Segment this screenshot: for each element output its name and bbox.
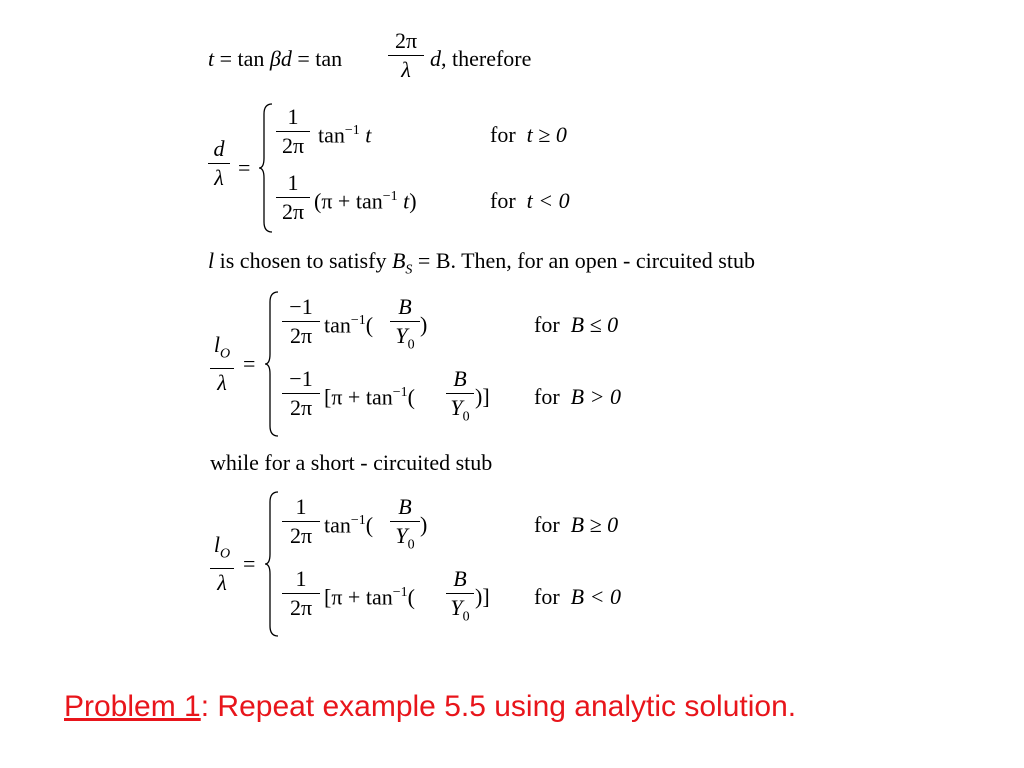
coef-fraction: −1 2π: [282, 366, 320, 421]
coef-fraction: 1 2π: [282, 494, 320, 549]
b-over-y0-fraction: B $Y_0$: [446, 566, 474, 630]
lhs-fraction: $l_O$ λ: [210, 532, 234, 596]
case-condition: for B ≤ 0: [534, 312, 619, 337]
fraction-2pi-lambda: 2π λ: [388, 28, 424, 83]
d-symbol: d: [430, 46, 441, 71]
b-over-y0-fraction: B $Y_0$: [390, 294, 420, 358]
coef-fraction: 1 2π: [276, 170, 310, 225]
coef-fraction: −1 2π: [282, 294, 320, 349]
therefore-text: , therefore: [441, 46, 532, 71]
case-expression: $\tan^{-1} t$: [318, 122, 372, 148]
b-over-y0-fraction: B $Y_0$: [446, 366, 474, 430]
text-line-short-stub: while for a short - circuited stub: [210, 450, 493, 475]
case-condition: for B > 0: [534, 384, 621, 409]
case-expression: [$\pi + \tan^{-1}$(: [324, 584, 415, 610]
problem-statement: [64, 690, 796, 724]
case-expression: $\tan^{-1}$(: [324, 312, 374, 338]
b-over-y0-fraction: B $Y_0$: [390, 494, 420, 558]
left-brace: [264, 290, 280, 438]
equals-sign: =: [243, 551, 256, 576]
case-expression: $\tan^{-1}$(: [324, 512, 374, 538]
eq-text: = tan: [214, 46, 270, 71]
lhs-fraction: $l_O$ λ: [210, 332, 234, 396]
case-expression: $(\pi + \tan^{-1} t)$: [314, 188, 417, 214]
problem-label: Problem 1: [64, 690, 201, 723]
t-symbol: t: [208, 46, 215, 71]
beta-d: βd: [269, 46, 292, 71]
lhs-fraction: d λ: [208, 136, 230, 191]
case-condition: for t < 0: [490, 188, 570, 213]
problem-text: : Repeat example 5.5 using analytic solution.: [200, 690, 797, 723]
equals-sign: =: [238, 155, 251, 180]
case-condition: for B < 0: [534, 584, 621, 609]
left-brace: [264, 490, 280, 638]
equals-sign: =: [243, 351, 256, 376]
case-expression: [$\pi + \tan^{-1}$(: [324, 384, 415, 410]
coef-fraction: 1 2π: [282, 566, 320, 621]
case-condition: for t ≥ 0: [490, 122, 567, 147]
left-brace: [258, 102, 274, 234]
coef-fraction: 1 2π: [276, 104, 310, 159]
eq-text: = tan: [291, 46, 343, 71]
case-condition: for B ≥ 0: [534, 512, 619, 537]
text-line-l-chosen: l is chosen to satisfy $B_S = B$. Then, for an open - circuited stub: [208, 248, 755, 278]
